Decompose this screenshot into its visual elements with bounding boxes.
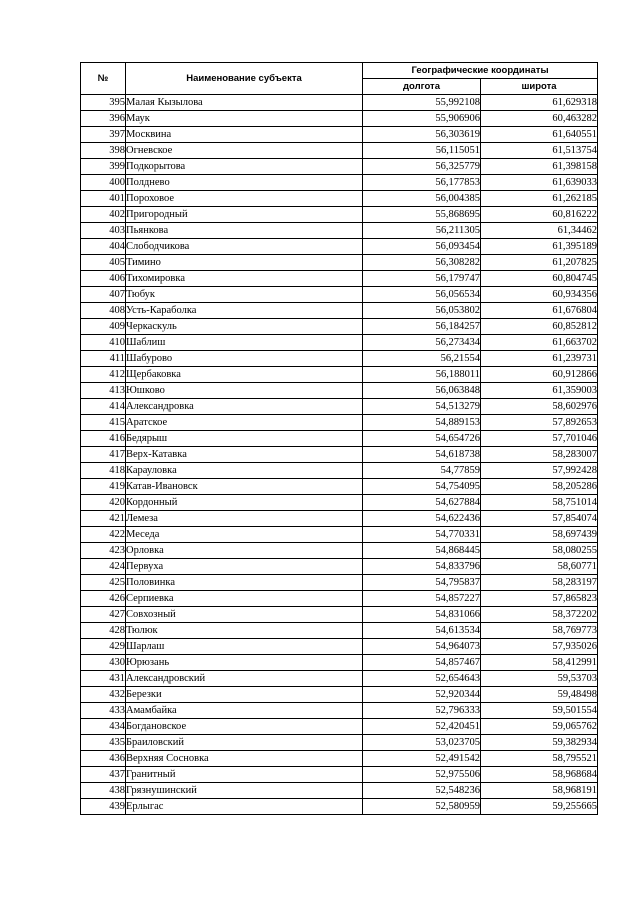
row-name: Подкорытова: [126, 159, 363, 175]
row-name: Верхняя Сосновка: [126, 751, 363, 767]
row-number: 401: [81, 191, 126, 207]
table-row: [81, 479, 598, 495]
row-longitude: 56,211305: [363, 223, 481, 239]
header-name: Наименование субъекта: [126, 63, 363, 95]
row-longitude: 55,992108: [363, 95, 481, 111]
row-name: Полднево: [126, 175, 363, 191]
table-row: [81, 95, 598, 111]
row-latitude: 57,892653: [481, 415, 598, 431]
row-longitude: 54,654726: [363, 431, 481, 447]
row-latitude: 59,53703: [481, 671, 598, 687]
header-number: №: [81, 63, 126, 95]
row-number: 418: [81, 463, 126, 479]
row-number: 412: [81, 367, 126, 383]
row-number: 410: [81, 335, 126, 351]
row-latitude: 59,065762: [481, 719, 598, 735]
row-latitude: 58,283197: [481, 575, 598, 591]
row-latitude: 58,283007: [481, 447, 598, 463]
row-latitude: 61,398158: [481, 159, 598, 175]
row-longitude: 54,857467: [363, 655, 481, 671]
row-name: Орловка: [126, 543, 363, 559]
row-latitude: 57,701046: [481, 431, 598, 447]
row-name: Богдановское: [126, 719, 363, 735]
row-longitude: 56,188011: [363, 367, 481, 383]
row-longitude: 53,023705: [363, 735, 481, 751]
table-row: [81, 191, 598, 207]
row-number: 438: [81, 783, 126, 799]
row-name: Москвина: [126, 127, 363, 143]
row-latitude: 60,463282: [481, 111, 598, 127]
row-name: Шабурово: [126, 351, 363, 367]
table-row: [81, 271, 598, 287]
row-number: 432: [81, 687, 126, 703]
row-longitude: 56,179747: [363, 271, 481, 287]
row-name: Тимино: [126, 255, 363, 271]
row-name: Браиловский: [126, 735, 363, 751]
row-name: Ерлыгас: [126, 799, 363, 815]
table-row: [81, 367, 598, 383]
row-longitude: 56,184257: [363, 319, 481, 335]
row-latitude: 61,34462: [481, 223, 598, 239]
row-name: Малая Кызылова: [126, 95, 363, 111]
table-row: [81, 639, 598, 655]
row-latitude: 58,412991: [481, 655, 598, 671]
table-row: [81, 303, 598, 319]
table-row: [81, 575, 598, 591]
table-row: [81, 703, 598, 719]
table-row: [81, 111, 598, 127]
row-longitude: 54,622436: [363, 511, 481, 527]
table-row: [81, 223, 598, 239]
table-row: [81, 735, 598, 751]
row-number: 426: [81, 591, 126, 607]
row-longitude: 56,115051: [363, 143, 481, 159]
row-number: 433: [81, 703, 126, 719]
row-longitude: 54,513279: [363, 399, 481, 415]
row-latitude: 61,513754: [481, 143, 598, 159]
row-latitude: 58,751014: [481, 495, 598, 511]
row-latitude: 58,697439: [481, 527, 598, 543]
table-row: [81, 175, 598, 191]
row-latitude: 58,372202: [481, 607, 598, 623]
table-row: [81, 255, 598, 271]
row-latitude: 58,968684: [481, 767, 598, 783]
header-latitude: широта: [481, 79, 598, 95]
row-number: 427: [81, 607, 126, 623]
row-longitude: 54,618738: [363, 447, 481, 463]
table-row: [81, 159, 598, 175]
row-name: Тюлюк: [126, 623, 363, 639]
row-longitude: 55,868695: [363, 207, 481, 223]
row-number: 415: [81, 415, 126, 431]
row-number: 436: [81, 751, 126, 767]
row-name: Черкаскуль: [126, 319, 363, 335]
row-latitude: 61,663702: [481, 335, 598, 351]
row-longitude: 56,063848: [363, 383, 481, 399]
row-longitude: 56,303619: [363, 127, 481, 143]
row-latitude: 57,935026: [481, 639, 598, 655]
row-latitude: 58,080255: [481, 543, 598, 559]
row-longitude: 56,273434: [363, 335, 481, 351]
table-row: [81, 687, 598, 703]
table-row: [81, 671, 598, 687]
row-longitude: 54,795837: [363, 575, 481, 591]
row-longitude: 54,889153: [363, 415, 481, 431]
row-number: 422: [81, 527, 126, 543]
table-row: [81, 431, 598, 447]
row-name: Усть-Караболка: [126, 303, 363, 319]
row-latitude: 61,629318: [481, 95, 598, 111]
row-name: Пороховое: [126, 191, 363, 207]
row-number: 404: [81, 239, 126, 255]
row-longitude: 56,177853: [363, 175, 481, 191]
row-longitude: 52,420451: [363, 719, 481, 735]
table-row: [81, 239, 598, 255]
row-number: 407: [81, 287, 126, 303]
row-latitude: 58,602976: [481, 399, 598, 415]
table-row: [81, 559, 598, 575]
row-latitude: 61,359003: [481, 383, 598, 399]
row-number: 428: [81, 623, 126, 639]
row-name: Аратское: [126, 415, 363, 431]
row-name: Огневское: [126, 143, 363, 159]
table-row: [81, 335, 598, 351]
row-name: Кордонный: [126, 495, 363, 511]
row-name: Юрюзань: [126, 655, 363, 671]
row-number: 406: [81, 271, 126, 287]
row-longitude: 56,004385: [363, 191, 481, 207]
row-name: Половинка: [126, 575, 363, 591]
table-row: [81, 415, 598, 431]
row-number: 435: [81, 735, 126, 751]
row-latitude: 61,207825: [481, 255, 598, 271]
row-latitude: 59,501554: [481, 703, 598, 719]
table-row: [81, 751, 598, 767]
table-row: [81, 767, 598, 783]
row-longitude: 54,627884: [363, 495, 481, 511]
row-name: Грязнушинский: [126, 783, 363, 799]
row-name: Первуха: [126, 559, 363, 575]
row-longitude: 54,754095: [363, 479, 481, 495]
table-row: [81, 207, 598, 223]
row-number: 398: [81, 143, 126, 159]
row-longitude: 54,613534: [363, 623, 481, 639]
row-latitude: 58,60771: [481, 559, 598, 575]
row-name: Пригородный: [126, 207, 363, 223]
row-longitude: 52,491542: [363, 751, 481, 767]
row-number: 419: [81, 479, 126, 495]
row-longitude: 56,308282: [363, 255, 481, 271]
row-longitude: 54,857227: [363, 591, 481, 607]
row-name: Слободчикова: [126, 239, 363, 255]
table-row: [81, 655, 598, 671]
row-name: Карауловка: [126, 463, 363, 479]
row-longitude: 56,056534: [363, 287, 481, 303]
table-row: [81, 287, 598, 303]
row-latitude: 60,934356: [481, 287, 598, 303]
row-number: 399: [81, 159, 126, 175]
row-latitude: 61,676804: [481, 303, 598, 319]
row-latitude: 58,968191: [481, 783, 598, 799]
table-row: [81, 799, 598, 815]
row-name: Шаблиш: [126, 335, 363, 351]
row-number: 397: [81, 127, 126, 143]
row-number: 395: [81, 95, 126, 111]
row-name: Серпиевка: [126, 591, 363, 607]
row-number: 411: [81, 351, 126, 367]
table-row: [81, 607, 598, 623]
table-row: [81, 527, 598, 543]
header-coords: Географические координаты: [363, 63, 598, 79]
row-latitude: 58,205286: [481, 479, 598, 495]
table-row: [81, 351, 598, 367]
row-number: 424: [81, 559, 126, 575]
row-number: 423: [81, 543, 126, 559]
row-latitude: 58,795521: [481, 751, 598, 767]
row-name: Юшково: [126, 383, 363, 399]
row-name: Шарлаш: [126, 639, 363, 655]
row-name: Александровский: [126, 671, 363, 687]
row-name: Березки: [126, 687, 363, 703]
row-name: Щербаковка: [126, 367, 363, 383]
row-latitude: 61,262185: [481, 191, 598, 207]
table-row: [81, 127, 598, 143]
table-row: [81, 783, 598, 799]
row-latitude: 58,769773: [481, 623, 598, 639]
row-number: 416: [81, 431, 126, 447]
row-longitude: 56,093454: [363, 239, 481, 255]
row-longitude: 56,21554: [363, 351, 481, 367]
row-number: 396: [81, 111, 126, 127]
row-name: Тюбук: [126, 287, 363, 303]
row-longitude: 52,796333: [363, 703, 481, 719]
row-longitude: 54,964073: [363, 639, 481, 655]
row-number: 409: [81, 319, 126, 335]
row-name: Маук: [126, 111, 363, 127]
row-name: Тихомировка: [126, 271, 363, 287]
row-longitude: 55,906906: [363, 111, 481, 127]
row-latitude: 60,852812: [481, 319, 598, 335]
row-number: 431: [81, 671, 126, 687]
row-latitude: 59,255665: [481, 799, 598, 815]
row-name: Александровка: [126, 399, 363, 415]
table-body: [81, 95, 598, 815]
row-longitude: 52,580959: [363, 799, 481, 815]
row-longitude: 54,77859: [363, 463, 481, 479]
row-name: Катав-Ивановск: [126, 479, 363, 495]
row-latitude: 61,395189: [481, 239, 598, 255]
row-name: Пьянкова: [126, 223, 363, 239]
table-row: [81, 623, 598, 639]
row-longitude: 52,975506: [363, 767, 481, 783]
row-longitude: 56,053802: [363, 303, 481, 319]
row-name: Гранитный: [126, 767, 363, 783]
row-longitude: 54,868445: [363, 543, 481, 559]
table-row: [81, 399, 598, 415]
row-latitude: 57,865823: [481, 591, 598, 607]
row-longitude: 54,833796: [363, 559, 481, 575]
row-number: 439: [81, 799, 126, 815]
row-longitude: 54,831066: [363, 607, 481, 623]
row-name: Совхозный: [126, 607, 363, 623]
row-latitude: 57,854074: [481, 511, 598, 527]
row-name: Верх-Катавка: [126, 447, 363, 463]
row-number: 414: [81, 399, 126, 415]
table-row: [81, 143, 598, 159]
table-row: [81, 447, 598, 463]
row-number: 408: [81, 303, 126, 319]
row-number: 402: [81, 207, 126, 223]
table-row: [81, 319, 598, 335]
row-number: 400: [81, 175, 126, 191]
row-number: 425: [81, 575, 126, 591]
row-number: 437: [81, 767, 126, 783]
table-row: [81, 591, 598, 607]
row-latitude: 60,912866: [481, 367, 598, 383]
row-latitude: 59,48498: [481, 687, 598, 703]
row-number: 434: [81, 719, 126, 735]
table-row: [81, 543, 598, 559]
table-row: [81, 511, 598, 527]
row-latitude: 60,804745: [481, 271, 598, 287]
row-number: 403: [81, 223, 126, 239]
row-number: 429: [81, 639, 126, 655]
table-header: [81, 63, 598, 95]
row-latitude: 57,992428: [481, 463, 598, 479]
row-latitude: 60,816222: [481, 207, 598, 223]
row-longitude: 56,325779: [363, 159, 481, 175]
row-number: 421: [81, 511, 126, 527]
table-row: [81, 719, 598, 735]
row-number: 417: [81, 447, 126, 463]
row-name: Амамбайка: [126, 703, 363, 719]
row-latitude: 61,639033: [481, 175, 598, 191]
row-number: 405: [81, 255, 126, 271]
row-name: Бедярыш: [126, 431, 363, 447]
table-row: [81, 383, 598, 399]
row-name: Меседа: [126, 527, 363, 543]
row-longitude: 54,770331: [363, 527, 481, 543]
row-latitude: 61,239731: [481, 351, 598, 367]
row-number: 430: [81, 655, 126, 671]
row-number: 413: [81, 383, 126, 399]
row-number: 420: [81, 495, 126, 511]
row-longitude: 52,548236: [363, 783, 481, 799]
row-latitude: 59,382934: [481, 735, 598, 751]
row-longitude: 52,654643: [363, 671, 481, 687]
row-latitude: 61,640551: [481, 127, 598, 143]
table-row: [81, 463, 598, 479]
coordinates-table: [80, 62, 598, 815]
row-longitude: 52,920344: [363, 687, 481, 703]
table-row: [81, 495, 598, 511]
header-longitude: долгота: [363, 79, 481, 95]
row-name: Лемеза: [126, 511, 363, 527]
